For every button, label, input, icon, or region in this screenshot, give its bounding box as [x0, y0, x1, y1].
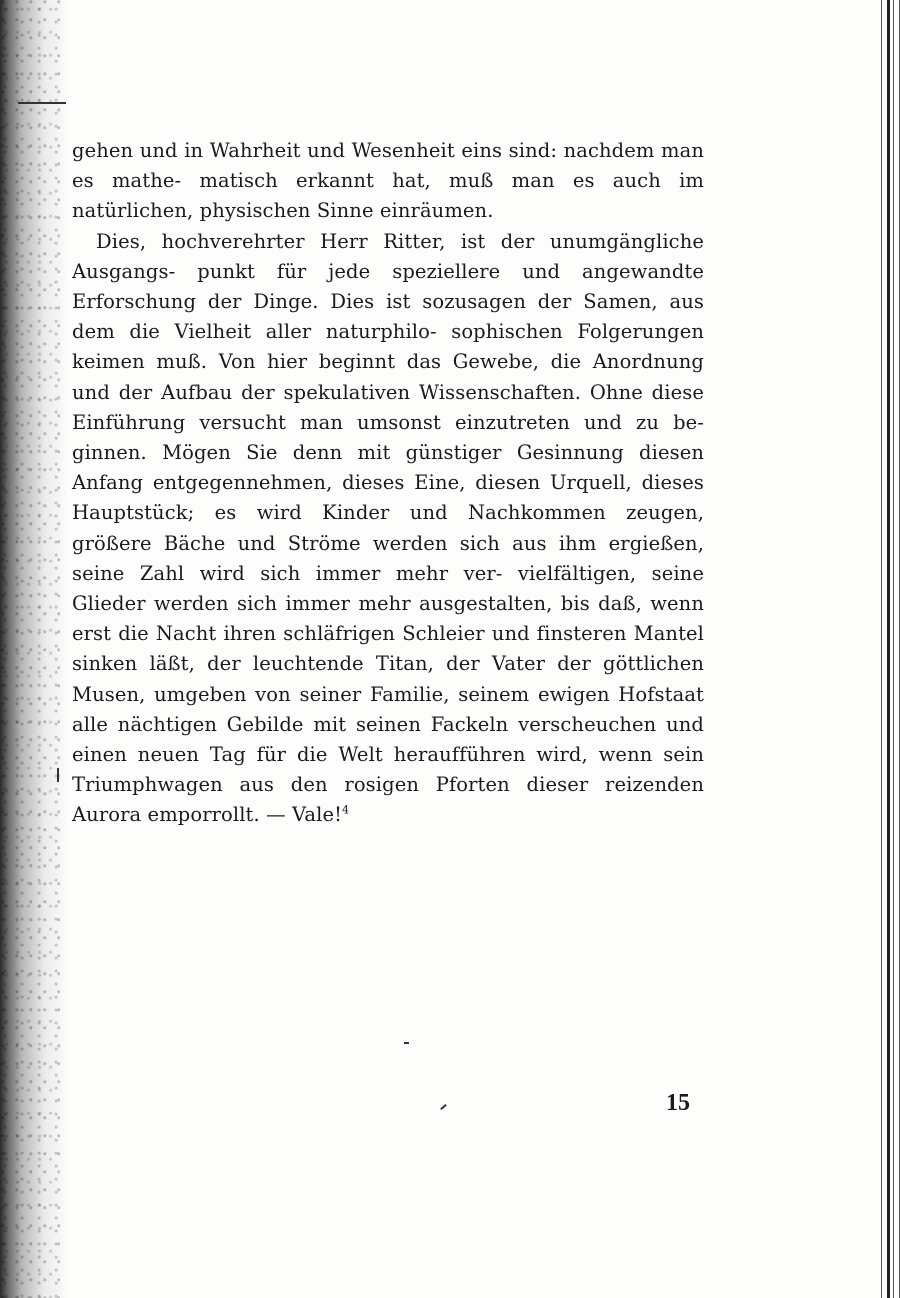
paragraph-1: gehen und in Wahrheit und Wesenheit eins sind: nachdem man es mathe- matisch erkannt hat, muß man es auch im natürlichen, physischen Sinne einräumen. [72, 139, 704, 223]
page-edge-dark-line [887, 0, 890, 1298]
body-text [72, 136, 704, 831]
scan-mark [57, 768, 59, 782]
scan-mark [440, 1104, 447, 1110]
paragraph-2-text: Dies, hochverehrter Herr Ritter, ist der unumgängliche Ausgangs- punkt für jede speziellere und angewandte Erforschung der Dinge. Dies ist sozusagen der Samen, aus dem die Vielheit aller naturphilo- sophischen Folgerungen keimen muß. Von hier beginnt das Gewebe, die Anordnung und der Aufbau der spekulativen Wissenschaften. Ohne diese Einführung versucht man umsonst einzutreten und zu be- ginnen. Mögen Sie denn mit günstiger Gesinnung diesen Anfang entgegennehmen, dieses Eine, diesen Urquell, dieses Hauptstück; es wird Kinder und Nachkommen zeugen, größere Bäche und Ströme werden sich aus ihm ergießen, seine Zahl wird sich immer mehr ver- vielfältigen, seine Glieder werden sich immer mehr ausgestalten, bis daß, wenn erst die Nacht ihren schläfrigen Schleier und finsteren Mantel sinken läßt, der leuchtende Titan, der Vater der göttlichen Musen, umgeben von seiner Familie, seinem ewigen Hofstaat alle nächtigen Gebilde mit seinen Fackeln verscheuchen und einen neuen Tag für die Welt heraufführen wird, wenn sein Triumphwagen aus den rosigen Pforten dieser reizenden Aurora emporrollt. — Vale! [72, 229, 704, 827]
footnote-marker: 4 [342, 803, 350, 817]
scan-mark [18, 102, 66, 104]
paragraph-2 [72, 227, 704, 831]
page-number: 15 [666, 1090, 690, 1116]
scan-mark [404, 1042, 409, 1044]
scan-speckle [0, 0, 60, 1298]
